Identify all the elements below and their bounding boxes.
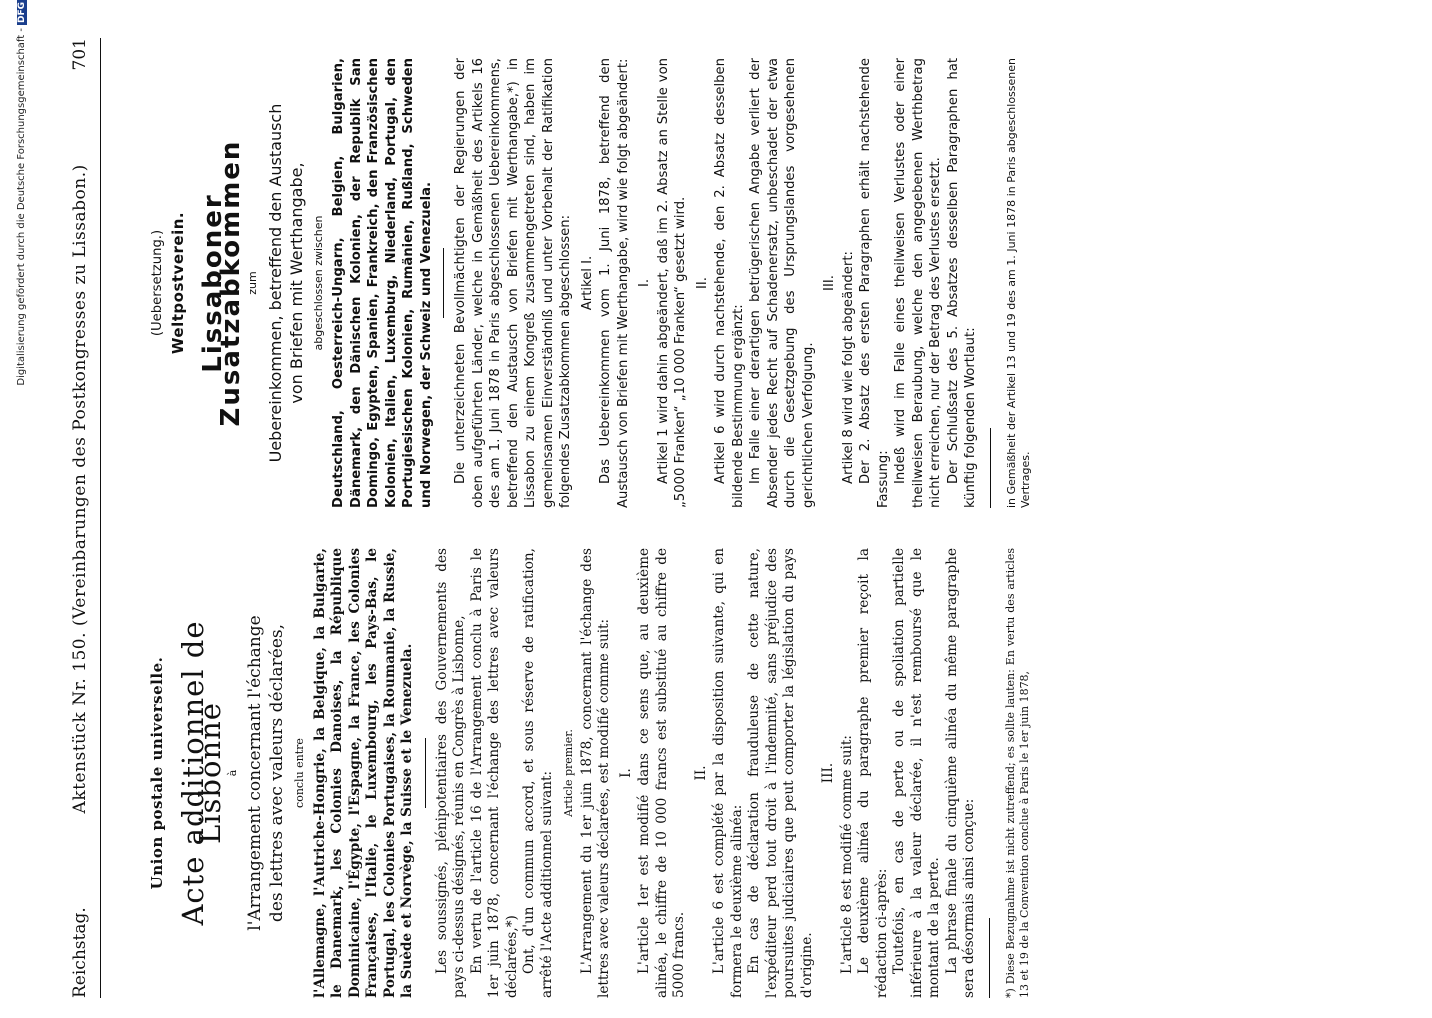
de-artikel: Artikel I. <box>579 255 595 311</box>
funding-note-strip <box>16 0 30 1000</box>
de-title: Lissaboner Zusatzabkommen <box>198 139 246 427</box>
de-para-2: Das Uebereinkommen vom 1. Juni 1878, betreffend den Austausch von Briefen mit Werthangabe, wird wie folgt abgeändert: <box>598 58 631 508</box>
de-zum: zum <box>246 271 259 295</box>
fr-roman-3: III. <box>820 762 836 784</box>
de-uebersetzung: (Uebersetzung.) <box>150 229 165 337</box>
french-column <box>146 548 1032 998</box>
fr-para-8: L'article 8 est modifié comme suit: <box>838 735 855 974</box>
page-header <box>70 38 90 998</box>
fr-subtitle: l'Arrangement concernant l'échange des lettres avec valeurs déclarées, <box>245 615 287 931</box>
header-document-number: Aktenstück Nr. 150. <box>70 632 90 814</box>
fr-para-3: Ont, d'un commun accord, et sous réserve de ratification, arrêté l'Acte additionnel suivant: <box>521 548 555 998</box>
de-para-3: Artikel 1 wird dahin abgeändert, daß im 2. Absatz an Stelle von „5000 Franken“ „10 000 Franken“ gesetzt wird. <box>655 58 688 508</box>
de-para-6: Artikel 8 wird wie folgt abgeändert: <box>840 251 856 484</box>
fr-separator <box>425 738 426 808</box>
german-column <box>146 58 1033 508</box>
fr-union-heading: Union postale universelle. <box>148 656 166 890</box>
fr-para-11: La phrase finale du cinquième alinéa du même paragraphe sera désormais ainsi conçue: <box>943 548 977 998</box>
fr-footnote: *) Diese Bezugnahme ist nicht zutreffend; es sollte lauten: En vertu des articles 13 et 19 de la Convention conclue à Paris le 1er juin 1878, <box>1003 548 1031 998</box>
header-center <box>70 164 90 813</box>
header-subject: (Vereinbarungen des Postkongresses zu Lissabon.) <box>70 164 90 627</box>
fr-conclu: conclu entre <box>293 738 306 808</box>
fr-para-10: Toutefois, en cas de perte ou de spoliation partielle inférieure à la valeur déclarée, il n'est remboursé que le montant de la perte. <box>891 548 942 998</box>
de-subtitle: Uebereinkommen, betreffend den Austausch von Briefen mit Werthangabe, <box>265 103 306 463</box>
fr-roman-2: II. <box>692 765 709 781</box>
de-roman-1: I. <box>637 278 652 288</box>
fr-para-4: L'Arrangement du 1er juin 1878, concernant l'échange des lettres avec valeurs déclarées, est modifié comme suit: <box>578 548 612 998</box>
fr-para-1: Les soussignés, plénipotentiaires des Gouvernements des pays ci-dessus désignés, réunis en Congrès à Lisbonne, <box>433 548 467 998</box>
de-para-9: Der Schlußsatz des 5. Absatzes desselben Paragraphen hat künftig folgenden Wortlaut: <box>945 58 978 508</box>
de-separator <box>443 248 444 318</box>
funding-note-text: Digitalisierung gefördert durch die Deutsche Forschungsgemeinschaft - <box>16 28 27 386</box>
page-number: 701 <box>70 38 90 71</box>
fr-article-unique: Article premier. <box>562 729 575 817</box>
fr-footnote-rule <box>989 918 990 998</box>
fr-countries: l'Allemagne, l'Autriche-Hongrie, la Belgique, la Bulgarie, le Danemark, les Colonies Danoises, la République Dominicaine, l'Égypte, l'Espagne, la France, les Colonies Françaises, l'Italie, le Luxembourg, les Pays-Bas, le Portugal, les Colonies Portugaises, la Roumanie, la Russie, la Suède et Norvège, la Suisse et le Venezuela. <box>311 548 415 998</box>
de-para-7: Der 2. Absatz des ersten Paragraphen erhält nachstehende Fassung: <box>858 58 891 508</box>
fr-para-6: L'article 6 est complété par la disposition suivante, qui en formera le deuxième alinéa: <box>711 548 745 998</box>
rotated-page <box>66 18 1402 1018</box>
de-footnote-rule <box>990 428 991 508</box>
header-left: Reichstag. <box>70 907 90 998</box>
funding-note <box>16 0 30 1000</box>
dfg-logo: DFG <box>17 2 27 24</box>
de-para-5: Im Falle einer derartigen betrügerischen Angabe verliert der Absender jedes Recht auf Schadenersatz, unbeschadet der etwa durch die Gesetzgebung des Ursprungslandes vorgesehenen gerichtlichen Verfolgung. <box>748 58 816 508</box>
de-roman-2: II. <box>694 277 710 289</box>
de-abgeschlossen: abgeschlossen zwischen <box>311 215 325 351</box>
de-roman-3: III. <box>822 275 837 291</box>
de-countries: Deutschland, Oesterreich-Ungarn, Belgien, Bulgarien, Dänemark, den Dänischen Kolonien, der Republik San Domingo, Egypten, Spanien, Frankreich, den Französischen Kolonien, Italien, Luxemburg, Niederland, Portugal, den Portugiesischen Kolonien, Rumänien, Rußland, Schweden und Norwegen, der Schweiz und Venezuela. <box>331 58 434 508</box>
fr-roman-1: I. <box>617 768 634 778</box>
de-para-8: Indeß wird im Falle eines theilweisen Verlustes oder einer theilweisen Beraubung, welche den angegebenen Werthbetrag nicht erreichen, nur der Betrag des Verlustes ersetzt. <box>893 58 943 508</box>
fr-para-7: En cas de déclaration frauduleuse de cette nature, l'expéditeur perd tout droit à l'indemnité, sans préjudice des poursuites judiciaires que peut comporter la législation du pays d'origine. <box>746 548 815 998</box>
de-para-4: Artikel 6 wird durch nachstehende, den 2. Absatz desselben bildende Bestimmung ergänzt: <box>713 58 746 508</box>
fr-para-2: En vertu de l'article 16 de l'Arrangement conclu à Paris le 1er juin 1878, concernant l'échange des lettres avec valeurs déclarées,*) <box>468 548 520 998</box>
de-footnote: in Gemäßheit der Artikel 13 und 19 des am 1. Juni 1878 in Paris abgeschlossenen Vertrages. <box>1004 58 1032 508</box>
de-para-1: Die unterzeichneten Bevollmächtigten der Regierungen der oben aufgeführten Länder, welche in Gemäßheit des Artikels 16 des am 1. Juni 1878 in Paris abgeschlossenen Uebereinkommens, betreffend den Austausch von Briefen mit Werthangabe,*) in Lissabon zu einem Kongreß zusammengetreten sind, haben im gemeinsamen Einverständniß und unter Vorbehalt der Ratifikation folgendes Zusatzabkommen abgeschlossen: <box>453 58 573 508</box>
de-weltpostverein: Weltpostverein. <box>168 211 187 355</box>
fr-a: à <box>225 769 239 777</box>
fr-title: Acte additionnel de Lisbonne <box>175 620 227 926</box>
fr-para-9: Le deuxième alinéa du paragraphe premier reçoit la rédaction ci-après: <box>856 548 890 998</box>
fr-para-5: L'article 1er est modifié dans ce sens que, au deuxième alinéa, le chiffre de 10 000 francs est substitué au chiffre de 5000 francs. <box>636 548 687 998</box>
header-rule <box>100 38 101 998</box>
